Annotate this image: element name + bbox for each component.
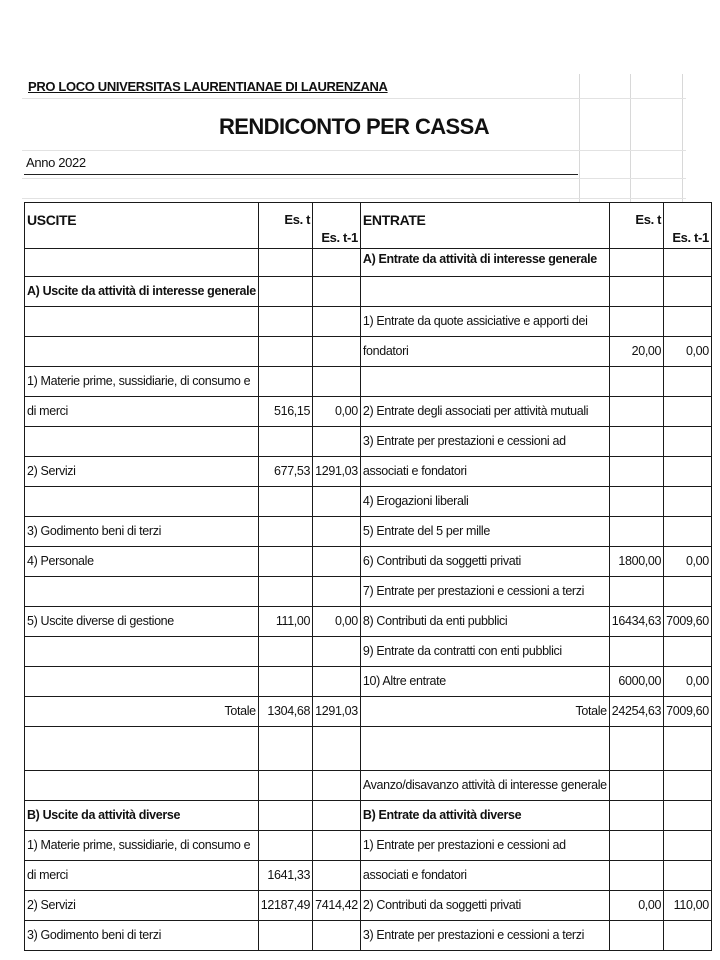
- uscite-es-t: [258, 427, 312, 457]
- uscite-label: 5) Uscite diverse di gestione: [25, 607, 259, 637]
- entrate-label: 8) Contributi da enti pubblici: [360, 607, 609, 637]
- uscite-es-t1: [313, 249, 361, 277]
- uscite-label: 3) Godimento beni di terzi: [25, 921, 259, 951]
- header-row: [25, 203, 712, 249]
- entrate-es-t1: [664, 457, 712, 487]
- entrate-label: 4) Erogazioni liberali: [360, 487, 609, 517]
- year-underline: [24, 174, 578, 175]
- uscite-es-t: [258, 577, 312, 607]
- entrate-es-t1: [664, 861, 712, 891]
- table-row: [25, 547, 712, 577]
- entrate-label: [360, 367, 609, 397]
- uscite-es-t: [258, 547, 312, 577]
- cash-report-table: [24, 202, 712, 951]
- grid-line: [22, 150, 686, 151]
- entrate-es-t: [609, 637, 663, 667]
- table-row: [25, 607, 712, 637]
- uscite-label: di merci: [25, 861, 259, 891]
- uscite-label: A) Uscite da attività di interesse generale: [25, 277, 259, 307]
- entrate-label: B) Entrate da attività diverse: [360, 801, 609, 831]
- uscite-es-t1: [313, 801, 361, 831]
- uscite-es-t: [258, 921, 312, 951]
- entrate-es-t1: 110,00: [664, 891, 712, 921]
- uscite-es-t1: [313, 637, 361, 667]
- entrate-label: 9) Entrate da contratti con enti pubblici: [360, 637, 609, 667]
- table-row: [25, 637, 712, 667]
- uscite-es-t: 516,15: [258, 397, 312, 427]
- uscite-es-t1: [313, 427, 361, 457]
- table-row: [25, 337, 712, 367]
- entrate-es-t1: [664, 367, 712, 397]
- uscite-es-t: 111,00: [258, 607, 312, 637]
- entrate-es-t1: 7009,60: [664, 607, 712, 637]
- entrate-es-t: [609, 801, 663, 831]
- uscite-label: [25, 637, 259, 667]
- uscite-es-t: 677,53: [258, 457, 312, 487]
- table-row: [25, 727, 712, 771]
- uscite-es-t: [258, 249, 312, 277]
- entrate-es-t: 16434,63: [609, 607, 663, 637]
- entrate-es-t: [609, 307, 663, 337]
- uscite-es-t: [258, 517, 312, 547]
- entrate-label: 5) Entrate del 5 per mille: [360, 517, 609, 547]
- uscite-es-t1: 1291,03: [313, 697, 361, 727]
- uscite-es-t1: [313, 307, 361, 337]
- uscite-label: [25, 667, 259, 697]
- uscite-label: [25, 727, 259, 771]
- uscite-es-t1: [313, 337, 361, 367]
- table-row: [25, 517, 712, 547]
- entrate-es-t: 6000,00: [609, 667, 663, 697]
- entrate-es-t: 24254,63: [609, 697, 663, 727]
- uscite-label: 1) Materie prime, sussidiarie, di consumo e: [25, 367, 259, 397]
- page-title: RENDICONTO PER CASSA: [219, 114, 489, 139]
- table-row: [25, 457, 712, 487]
- entrate-es-t1: [664, 427, 712, 457]
- entrate-es-t: [609, 457, 663, 487]
- uscite-es-t: [258, 367, 312, 397]
- uscite-es-t: [258, 487, 312, 517]
- table-row: [25, 307, 712, 337]
- uscite-es-t1: [313, 667, 361, 697]
- grid-line: [22, 98, 686, 99]
- entrate-label: Avanzo/disavanzo attività di interesse generale: [360, 771, 609, 801]
- entrate-es-t1: 0,00: [664, 667, 712, 697]
- uscite-es-t1: 0,00: [313, 397, 361, 427]
- table-row: [25, 249, 712, 277]
- entrate-es-t: [609, 861, 663, 891]
- table-row: [25, 667, 712, 697]
- uscite-es-t1: 0,00: [313, 607, 361, 637]
- entrate-es-t1: [664, 307, 712, 337]
- uscite-es-t1: [313, 547, 361, 577]
- uscite-es-t1: 7414,42: [313, 891, 361, 921]
- year-label: Anno 2022: [26, 155, 86, 170]
- table-row: [25, 861, 712, 891]
- entrate-es-t1: [664, 771, 712, 801]
- entrate-es-t1: 7009,60: [664, 697, 712, 727]
- table-row: [25, 577, 712, 607]
- entrate-label: [360, 727, 609, 771]
- entrate-es-t1: [664, 801, 712, 831]
- uscite-label: [25, 337, 259, 367]
- uscite-label: 3) Godimento beni di terzi: [25, 517, 259, 547]
- uscite-label: 4) Personale: [25, 547, 259, 577]
- entrate-es-t1: [664, 517, 712, 547]
- table-row: [25, 771, 712, 801]
- entrate-label: Totale: [360, 697, 609, 727]
- uscite-es-t: [258, 667, 312, 697]
- uscite-label: [25, 487, 259, 517]
- entrate-label: 1) Entrate per prestazioni e cessioni ad: [360, 831, 609, 861]
- entrate-es-t1: [664, 397, 712, 427]
- entrate-label: 2) Entrate degli associati per attività mutuali: [360, 397, 609, 427]
- uscite-label: [25, 307, 259, 337]
- entrate-label: 10) Altre entrate: [360, 667, 609, 697]
- header-es-t1: Es. t-1: [664, 203, 712, 249]
- uscite-es-t1: [313, 861, 361, 891]
- entrate-es-t: 20,00: [609, 337, 663, 367]
- spreadsheet: [22, 74, 709, 942]
- uscite-es-t: [258, 771, 312, 801]
- entrate-es-t: [609, 397, 663, 427]
- uscite-es-t1: [313, 577, 361, 607]
- entrate-es-t1: [664, 637, 712, 667]
- uscite-label: [25, 249, 259, 277]
- entrate-es-t1: [664, 921, 712, 951]
- uscite-label: di merci: [25, 397, 259, 427]
- table-row: [25, 891, 712, 921]
- uscite-es-t1: [313, 771, 361, 801]
- uscite-es-t1: 1291,03: [313, 457, 361, 487]
- uscite-es-t: 1641,33: [258, 861, 312, 891]
- uscite-label: [25, 771, 259, 801]
- uscite-label: B) Uscite da attività diverse: [25, 801, 259, 831]
- uscite-es-t: [258, 277, 312, 307]
- entrate-es-t: [609, 367, 663, 397]
- header-entrate: ENTRATE: [360, 203, 609, 249]
- entrate-es-t1: [664, 831, 712, 861]
- uscite-label: [25, 577, 259, 607]
- entrate-es-t: [609, 427, 663, 457]
- entrate-label: A) Entrate da attività di interesse generale: [360, 249, 609, 277]
- table-row: [25, 801, 712, 831]
- entrate-es-t: [609, 577, 663, 607]
- uscite-label: 2) Servizi: [25, 891, 259, 921]
- entrate-es-t: [609, 517, 663, 547]
- entrate-es-t: [609, 277, 663, 307]
- uscite-label: 1) Materie prime, sussidiarie, di consumo e: [25, 831, 259, 861]
- entrate-es-t1: [664, 277, 712, 307]
- uscite-es-t1: [313, 367, 361, 397]
- header-es-t: Es. t: [609, 203, 663, 249]
- entrate-label: 1) Entrate da quote assiciative e apporti dei: [360, 307, 609, 337]
- uscite-es-t: [258, 831, 312, 861]
- uscite-es-t: 1304,68: [258, 697, 312, 727]
- entrate-es-t: [609, 249, 663, 277]
- entrate-label: associati e fondatori: [360, 861, 609, 891]
- uscite-es-t: [258, 801, 312, 831]
- entrate-es-t1: [664, 487, 712, 517]
- table-row: [25, 921, 712, 951]
- entrate-label: [360, 277, 609, 307]
- table-row: [25, 487, 712, 517]
- grid-line: [22, 178, 686, 179]
- uscite-label: Totale: [25, 697, 259, 727]
- uscite-es-t: [258, 727, 312, 771]
- entrate-es-t: [609, 921, 663, 951]
- entrate-es-t1: 0,00: [664, 547, 712, 577]
- entrate-es-t1: 0,00: [664, 337, 712, 367]
- entrate-label: 7) Entrate per prestazioni e cessioni a terzi: [360, 577, 609, 607]
- uscite-es-t1: [313, 727, 361, 771]
- entrate-es-t: [609, 487, 663, 517]
- entrate-label: associati e fondatori: [360, 457, 609, 487]
- organization-name: PRO LOCO UNIVERSITAS LAURENTIANAE DI LAURENZANA: [28, 79, 388, 94]
- table-row: [25, 367, 712, 397]
- total-row: [25, 697, 712, 727]
- uscite-es-t1: [313, 487, 361, 517]
- uscite-es-t: [258, 637, 312, 667]
- table-row: [25, 397, 712, 427]
- table-row: [25, 277, 712, 307]
- uscite-es-t1: [313, 277, 361, 307]
- entrate-es-t1: [664, 249, 712, 277]
- entrate-label: 3) Entrate per prestazioni e cessioni a terzi: [360, 921, 609, 951]
- uscite-es-t1: [313, 517, 361, 547]
- uscite-es-t: [258, 337, 312, 367]
- entrate-es-t: [609, 727, 663, 771]
- header-es-t1: Es. t-1: [313, 203, 361, 249]
- entrate-es-t: 0,00: [609, 891, 663, 921]
- grid-line: [22, 198, 686, 199]
- entrate-es-t: [609, 831, 663, 861]
- uscite-es-t: 12187,49: [258, 891, 312, 921]
- entrate-label: 3) Entrate per prestazioni e cessioni ad: [360, 427, 609, 457]
- entrate-label: 6) Contributi da soggetti privati: [360, 547, 609, 577]
- entrate-es-t1: [664, 727, 712, 771]
- uscite-es-t1: [313, 831, 361, 861]
- entrate-label: 2) Contributi da soggetti privati: [360, 891, 609, 921]
- entrate-label: fondatori: [360, 337, 609, 367]
- entrate-es-t: [609, 771, 663, 801]
- uscite-es-t1: [313, 921, 361, 951]
- table-row: [25, 831, 712, 861]
- entrate-es-t: 1800,00: [609, 547, 663, 577]
- uscite-label: 2) Servizi: [25, 457, 259, 487]
- table-row: [25, 427, 712, 457]
- header-uscite: USCITE: [25, 203, 259, 249]
- uscite-label: [25, 427, 259, 457]
- entrate-es-t1: [664, 577, 712, 607]
- uscite-es-t: [258, 307, 312, 337]
- header-es-t: Es. t: [258, 203, 312, 249]
